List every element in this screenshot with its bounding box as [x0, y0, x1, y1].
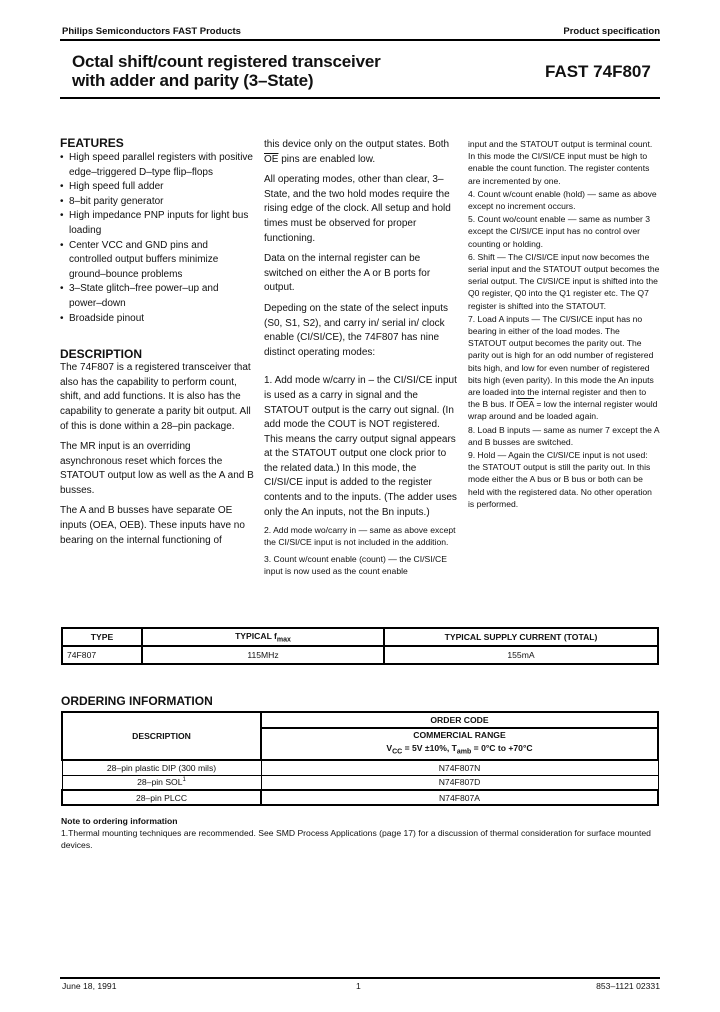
summary-table	[61, 627, 659, 665]
mode-4: 4. Count w/count enable (hold) — same as above except no increment occurs.	[468, 188, 657, 212]
mode-6: 6. Shift — The CI/SI/CE input now becomes the serial input and the STATOUT output becomes the serial output. The CI/SI/CE input is shifted into the Q0 register, Q0 into the Q1 register etc. The Q7 register is shifted into the STATOUT.	[468, 251, 660, 311]
mode-3-continued: input and the STATOUT output is terminal count. In this mode the CI/SI/CE input must be high to enable the count function. The register contents are incremented by one.	[468, 139, 653, 186]
description-paragraph: The A and B busses have separate OE inputs (OEA, OEB). These inputs have no bearing on the internal functioning of	[60, 505, 245, 546]
feature-item: • 3–State glitch–free power–up and power–down	[60, 282, 254, 311]
order-code-header: ORDER CODE	[261, 712, 658, 728]
order-code: N74F807A	[261, 790, 658, 805]
order-code: N74F807N	[261, 760, 658, 775]
column-2	[264, 138, 457, 577]
ordering-note	[61, 815, 661, 851]
note-heading: Note to ordering information	[61, 816, 178, 826]
feature-item: • High speed full adder	[60, 180, 254, 195]
header-doc-type: Product specification	[563, 26, 660, 37]
order-code: N74F807D	[261, 775, 658, 790]
title-line-1: Octal shift/count registered transceiver	[72, 52, 381, 71]
feature-item: • High impedance PNP inputs for light bus loading	[60, 209, 254, 238]
cell-type: 74F807	[62, 646, 142, 664]
order-desc: 28–pin SOL$^1$	[62, 775, 261, 790]
header-rule	[60, 39, 660, 41]
mode-9: 9. Hold — Again the CI/SI/CE input is not used: the STATOUT output is still the parity out. In this mode either the A bus or B bus or both can be held with the registered data. No other operation is performed.	[468, 450, 652, 509]
ordering-table	[61, 711, 659, 806]
footer-date: June 18, 1991	[62, 981, 117, 991]
note-text: 1.Thermal mounting techniques are recommended. See SMD Process Applications (page 17) for a discussion of thermal consideration for surface mounted devices.	[61, 828, 651, 850]
mode-1: 1. Add mode w/carry in – the CI/SI/CE input is used as a carry in signal and the STATOUT output is the carry out signal. (In add mode the COUT is NOT registered. This means the carry output signal appears at the STATOUT output one clock prior to the related data.) In this mode, the CI/SI/CE input is added to the register contents and to the inputs. (The adder uses only the An inputs, not the Bn inputs.)	[264, 375, 457, 518]
description-paragraph: The MR input is an overriding asynchronous reset which forces the STATOUT output low as well as the A and B busses.	[60, 441, 254, 496]
header-company: Philips Semiconductors FAST Products	[62, 26, 241, 37]
select-paragraph: Depeding on the state of the select inputs (S0, S1, S2), and carry in/ serial in/ clock enable (CI/SI/CE), the 74F807 has nine distinct operating modes:	[264, 302, 449, 358]
oe-paragraph: this device only on the output states. Both $\overline{OE}$ pins are enabled low.	[264, 139, 450, 165]
ordering-desc-header: DESCRIPTION	[62, 712, 261, 760]
page-number: 1	[356, 981, 361, 991]
mode-8: 8. Load B inputs — same as numer 7 except the A and B busses are switched.	[468, 424, 660, 447]
description-heading: DESCRIPTION	[60, 347, 143, 362]
data-paragraph: Data on the internal register can be switched on either the A or B ports for output.	[264, 253, 431, 294]
modes-paragraph: All operating modes, other than clear, 3–State, and the two hold modes require the rising edge of the clock. All setup and hold times must be observed for proper functioning.	[264, 174, 451, 244]
page-title	[72, 52, 381, 90]
mode-7: 7. Load A inputs — The CI/SI/CE input has no bearing in either of the load modes. The STATOUT output becomes the parity out. The parity out is high for an odd number of registered bits high, and low for even number of registered bits high (even parity). In this mode the An inputs are loaded into the internal register and then to the B bus. If $\overline{OEA}$ = low the internal register would wrap around and be loaded again.	[468, 313, 658, 422]
feature-item: • Center VCC and GND pins and controlled output buffers minimize ground–bounce problems	[60, 239, 254, 283]
range-label: COMMERCIAL RANGE	[413, 730, 506, 741]
footer-rule	[60, 977, 660, 979]
order-desc: 28–pin plastic DIP (300 mils)	[62, 760, 261, 775]
ordering-heading: ORDERING INFORMATION	[61, 694, 213, 708]
column-1	[60, 136, 254, 548]
col-fmax-header: TYPICAL $f_{max}$	[142, 628, 384, 646]
column-3	[468, 138, 660, 510]
title-rule	[60, 97, 660, 99]
mode-5: 5. Count wo/count enable — same as number 3 except the CI/SI/CE input has no control over counting or holding.	[468, 214, 651, 249]
col-type-header: TYPE	[62, 628, 142, 646]
conditions-label: $V_{CC} = 5V \pm 10\%$, $T_{amb} = 0^\circ C$ to +70°C	[386, 743, 533, 756]
order-desc: 28–pin PLCC	[62, 790, 261, 805]
title-line-2: with adder and parity (3–State)	[72, 71, 314, 90]
cell-fmax: 115MHz	[142, 646, 384, 664]
col-supply-header: TYPICAL SUPPLY CURRENT (TOTAL)	[384, 628, 658, 646]
mode-2: 2. Add mode wo/carry in — same as above except the CI/SI/CE input is not included in the addition.	[264, 525, 456, 548]
mode-3: 3. Count w/count enable (count) — the CI/SI/CE input is now used as the count enable	[264, 553, 447, 576]
feature-item: • Broadside pinout	[60, 312, 254, 327]
part-number: FAST 74F807	[545, 62, 651, 81]
cell-supply: 155mA	[384, 646, 658, 664]
feature-item: • High speed parallel registers with positive edge–triggered D–type flip–flops	[60, 151, 254, 180]
feature-item: • 8–bit parity generator	[60, 195, 254, 210]
footer-code: 853–1121 02331	[596, 981, 660, 991]
range-header	[261, 728, 658, 760]
features-list	[60, 151, 254, 326]
features-heading: FEATURES	[60, 136, 124, 150]
description-paragraph: The 74F807 is a registered transceiver that also has the capability to perform count, shift, and add functions. It is also has the capability to generate a parity bit output. All of this is done within a 28–pin package.	[60, 362, 251, 432]
